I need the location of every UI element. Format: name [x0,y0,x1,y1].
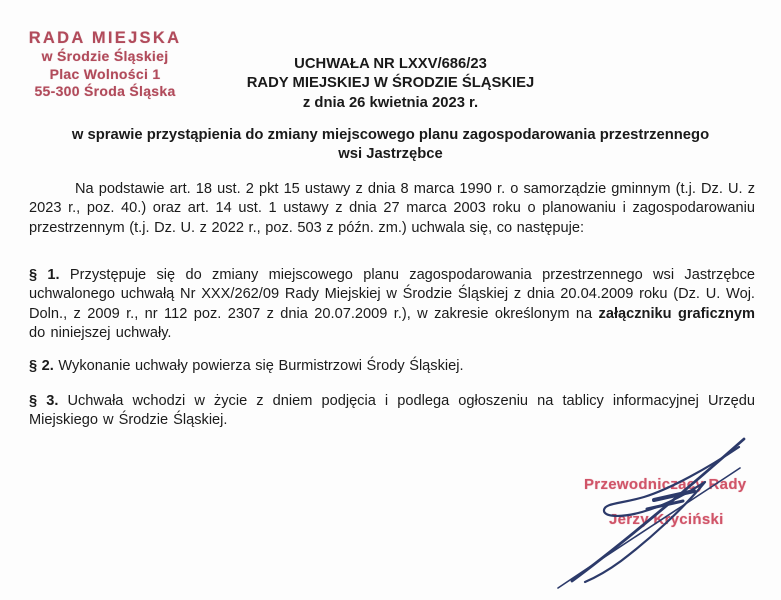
stamp-line-street: Plac Wolności 1 [49,65,161,82]
section-2-paragraph [29,357,755,376]
section-1-text-end: do niniejszej uchwały. [29,325,172,342]
section-1-label: § 1. [29,267,60,283]
subject-line-2: wsi Jastrzębce [338,145,443,162]
section-3-label: § 3. [29,393,59,409]
section-2-text: Wykonanie uchwały powierza się Burmistrzowi Środy Śląskiej. [53,358,464,374]
preamble-paragraph: Na podstawie art. 18 ust. 2 pkt 15 ustawy z dnia 8 marca 1990 r. o samorządzie gminnym (t.j. Dz. U. z 2023 r., poz. 40.) oraz art. 14 ust. 1 ustawy z dnia 27 marca 2003 roku o planowaniu i zagospodarowaniu przestrzennym (t.j. Dz. U. z 2022 r., poz. 503 z późn. zm.) uchwala się, co następuje: [29,181,755,236]
section-2-label: § 2. [29,358,54,374]
stamp-line-council: RADA MIEJSKA [28,29,182,47]
chairman-name-stamp: Jerzy Kryciński [609,511,724,528]
title-council: RADY MIEJSKIEJ W ŚRODZIE ŚLĄSKIEJ [246,75,535,92]
title-date: z dnia 26 kwietnia 2023 r. [302,94,479,111]
chairman-role-stamp: Przewodniczący Rady [584,476,747,493]
section-1-paragraph [29,266,755,344]
section-1-text: Przystępuje się do zmiany miejscowego planu zagospodarowania przestrzennego wsi Jastrzębce uchwalonego uchwałą Nr XXX/262/09 Rady Miejskiej w Środzie Śląskiej z dnia 20.04.2009 roku (Dz. U. Woj. Doln., z 2009 r., nr 112 poz. 2307 z dnia 20.07.2009 r.), w zakresie określonym na [29,267,755,322]
section-3-paragraph [29,392,755,431]
title-number: UCHWAŁA NR LXXV/686/23 [294,56,487,72]
section-3-text: Uchwała wchodzi w życie z dniem podjęcia i podlega ogłoszeniu na tablicy informacyjnej Urzędu Miejskiego w Środzie Śląskiej. [29,393,755,429]
subject-line-1: w sprawie przystąpienia do zmiany miejscowego planu zagospodarowania przestrzennego [71,127,710,143]
stamp-line-postal: 55-300 Środa Śląska [34,83,176,99]
resolution-subject [0,126,781,164]
section-1-bold-phrase: załączniku graficznym [598,305,755,322]
stamp-line-city: w Środzie Śląskiej [41,48,169,64]
resolution-title [0,55,781,113]
